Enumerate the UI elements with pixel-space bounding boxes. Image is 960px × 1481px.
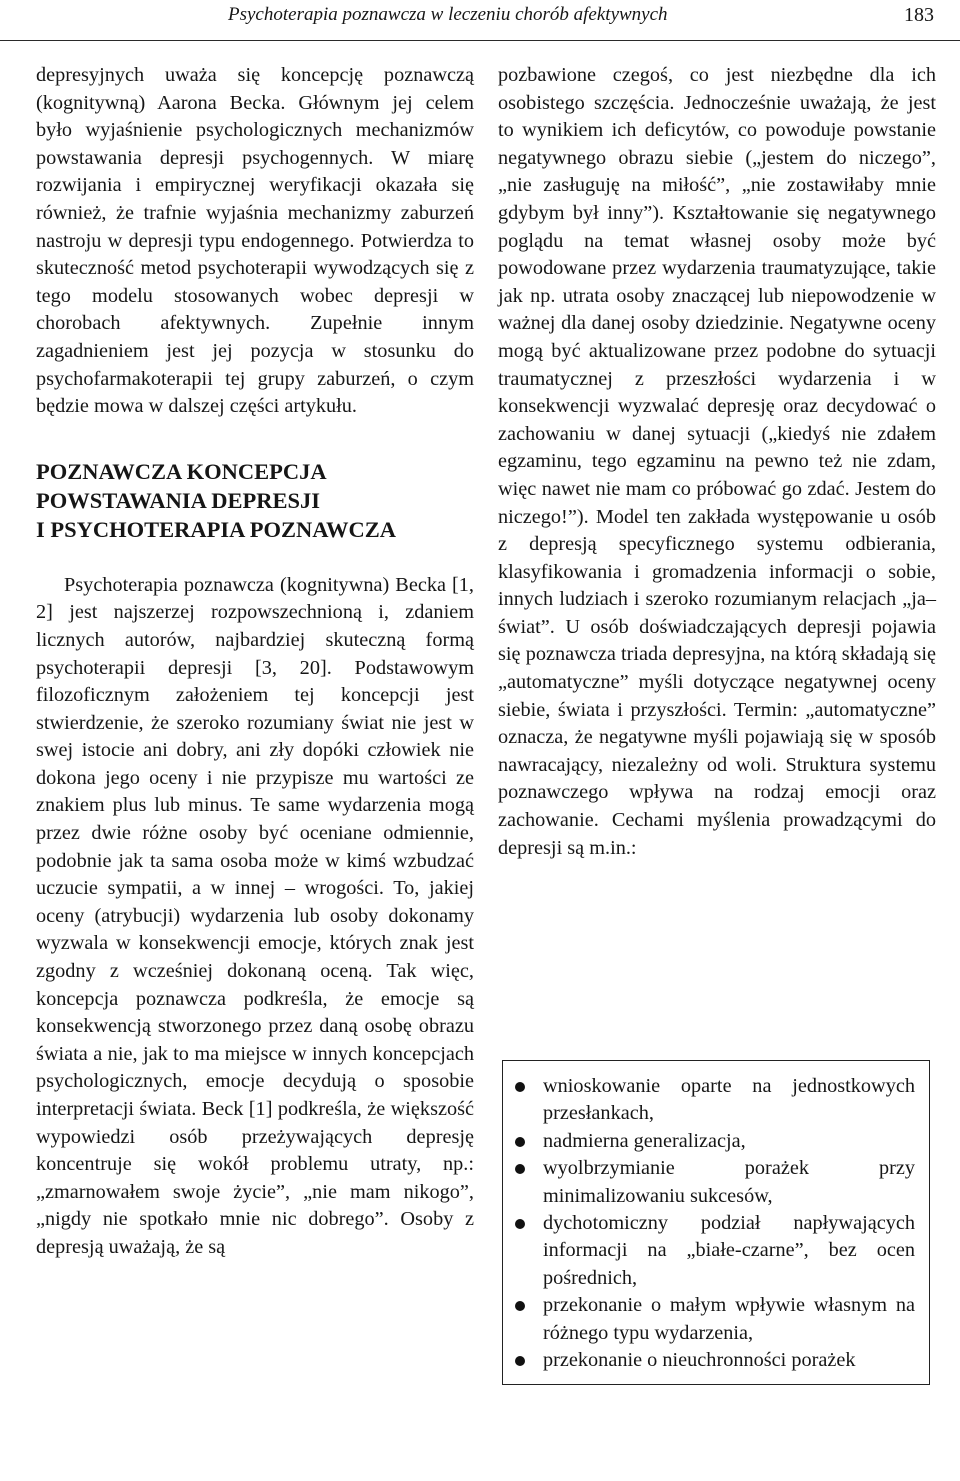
- list-item: [511, 1128, 915, 1155]
- list-item-text: przekonanie o małym wpływie własnym na różnego typu wydarzenia,: [543, 1294, 915, 1344]
- bullet-dot-icon: [515, 1082, 525, 1092]
- bullet-dot-icon: [515, 1356, 525, 1366]
- list-item-text: wnioskowanie oparte na jednostkowych przesłankach,: [543, 1075, 915, 1125]
- section-heading-line: I PSYCHOTERAPIA POZNAWCZA: [36, 516, 397, 542]
- right-column: [498, 62, 936, 862]
- list-item: [511, 1292, 915, 1347]
- list-item: [511, 1155, 915, 1210]
- bullet-dot-icon: [515, 1137, 525, 1147]
- bullet-list: [511, 1073, 915, 1374]
- bullet-dot-icon: [515, 1301, 525, 1311]
- page-header: [0, 0, 960, 41]
- section-heading: [36, 457, 474, 544]
- left-column: [36, 62, 474, 1262]
- list-item: [511, 1210, 915, 1292]
- section-heading-line: POZNAWCZA KONCEPCJA: [36, 458, 327, 484]
- running-title: Psychoterapia poznawcza w leczeniu chorób afektywnych: [228, 4, 668, 25]
- page-number: 183: [904, 4, 934, 26]
- bullet-box: [502, 1060, 930, 1385]
- bullet-dot-icon: [515, 1164, 525, 1174]
- list-item-text: przekonanie o nieuchronności porażek: [543, 1349, 856, 1372]
- right-paragraph: pozbawione czegoś, co jest niezbędne dla ich osobistego szczęścia. Jednocześnie uważają, że jest to wynikiem ich deficytów, co powoduje powstanie negatywnego obrazu siebie („jestem do niczego”, „nie zasługuję na miłość”, „nie zostawiłaby mnie gdybym był inny”). Kształtowanie się negatywnego poglądu na temat własnej osoby może być powodowane przez wydarzenia traumatyzujące, takie jak np. utrata osoby znaczącej lub niepowodzenie w ważnej dla danej osoby dziedzinie. Negatywne oceny mogą być aktualizowane przez podobne do sytuacji traumatycznej z przeszłości wydarzenia i w konsekwencji wyzwalać depresję oraz decydować o zachowaniu w danej sytuacji („kiedyś nie zdałem egzaminu, tego egzaminu na pewno też nie zdam, więc nawet nie mam co próbować go zdać. Jestem do niczego!”). Model ten zakłada występowanie u osób z depresją specyficznego systemu odbierania, klasyfikowania i gromadzenia informacji o sobie, innych ludziach i szeroko rozumianym relacjach „ja–świat”. U osób doświadczających depresji pojawia się poznawcza triada depresyjna, na którą składają się „automatyczne” myśli dotyczące negatywnej oceny siebie, świata i przyszłości. Termin: „automatyczne” oznacza, że negatywne myśli pojawiają się w sposób nawracający, niezależny od woli. Struktura systemu poznawczego wpływa na rodzaj emocji oraz zachowanie. Cechami myślenia prowadzącymi do depresji są m.in.:: [498, 64, 936, 859]
- list-item-text: nadmierna generalizacja,: [543, 1129, 746, 1152]
- list-item-text: dychotomiczny podział napływających informacji na „białe-czarne”, bez ocen pośrednich,: [543, 1212, 915, 1289]
- intro-paragraph: depresyjnych uważa się koncepcję poznawczą (kognitywną) Aarona Becka. Głównym jej celem było wyjaśnienie psychologicznych mechanizmów powstawania depresji psychogennych. W miarę rozwijania i empirycznej weryfikacji okazała się również, że trafnie wyjaśnia mechanizmy zaburzeń nastroju w depresji typu endogennego. Potwierdza to skuteczność metod psychoterapii wywodzących się z tego modelu stosowanych wobec depresji w chorobach afektywnych. Zupełnie innym zagadnieniem jest jej pozycja w stosunku do psychofarmakoterapii tej grupy zaburzeń, o czym będzie mowa w dalszej części artykułu.: [36, 64, 474, 418]
- list-item-text: wyolbrzymianie porażek przy minimalizowaniu sukcesów,: [543, 1157, 915, 1207]
- list-item: [511, 1347, 915, 1374]
- section-paragraph: Psychoterapia poznawcza (kognitywna) Becka [1, 2] jest najszerzej rozpowszechnioną i, zdaniem licznych autorów, najbardziej skuteczną formą psychoterapii depresji [3, 20]. Podstawowym filozoficznym założeniem tej koncepcji jest stwierdzenie, że szeroko rozumiany świat nie jest w swej istocie ani dobry, ani zły dopóki człowiek nie dokona jego oceny i nie przypisze mu wartości ze znakiem plus lub minus. Te same wydarzenia mogą przez dwie różne osoby być oceniane odmiennie, podobnie jak ta sama osoba może w kimś wzbudzać uczucie sympatii, a w innej – wrogości. To, jakiej oceny (atrybucji) wydarzenia lub osoby dokonamy wyzwala w konsekwencji emocje, których znak jest zgodny z wcześniej dokonaną oceną. Tak więc, koncepcja poznawcza podkreśla, że emocje są konsekwencją stworzonego przez daną osobę obrazu świata a nie, jak to ma miejsce w innych koncepcjach psychologicznych, emocje decydują o sposobie interpretacji świata. Beck [1] podkreśla, że większość wypowiedzi osób przeżywających depresję koncentruje się wokół problemu utraty, np.: „zmarnowałem swoje życie”, „nie mam nikogo”, „nigdy nie spotkało mnie nic dobrego”. Osoby z depresją uważają, że są: [36, 573, 474, 1258]
- list-item: [511, 1073, 915, 1128]
- section-heading-line: POWSTAWANIA DEPRESJI: [36, 487, 321, 513]
- bullet-dot-icon: [515, 1219, 525, 1229]
